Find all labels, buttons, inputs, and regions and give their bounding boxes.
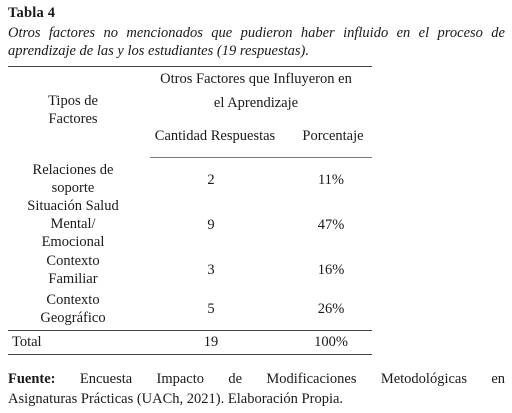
table-row-percent: 26% (317, 301, 345, 317)
total-percent: 100% (314, 334, 348, 350)
factor-line: Contexto (46, 292, 100, 308)
factor-line: Situación Salud (27, 198, 119, 214)
table-caption-line-2: aprendizaje de las y los estudiantes (19 respuestas). (8, 43, 309, 59)
header-tipos-line-2: Factores (48, 111, 98, 127)
table-row-factor (8, 291, 138, 327)
table-row-count: 9 (207, 217, 215, 233)
factor-line: Emocional (41, 234, 105, 250)
factor-line: Contexto (46, 253, 100, 269)
header-group-line-2: el Aprendizaje (213, 95, 299, 111)
factor-line: Familiar (48, 271, 98, 287)
source-line-1 (8, 369, 505, 389)
header-subgroup-rule (150, 157, 372, 158)
header-porcentaje: Porcentaje (302, 128, 364, 144)
factor-line: Mental/ (50, 216, 96, 232)
table-row-count: 2 (207, 172, 215, 188)
table-row-count: 3 (207, 262, 215, 278)
table-row-factor (8, 252, 138, 288)
table-caption (8, 24, 505, 60)
table-top-rule (8, 66, 372, 67)
table-row-percent: 16% (317, 262, 345, 278)
table-row-factor (8, 161, 138, 197)
header-group-otros-factores (140, 70, 372, 112)
factor-line: soporte (51, 180, 95, 196)
table-label: Tabla 4 (8, 5, 56, 21)
total-count: 19 (203, 334, 219, 350)
source-label: Fuente: (8, 371, 56, 387)
table-caption-line-1: Otros factores no mencionados que pudieron haber influido en el proceso de (8, 25, 505, 41)
header-tipos-de-factores (8, 92, 138, 128)
table-bottom-rule (8, 354, 372, 355)
header-group-line-1: Otros Factores que Influyeron en (160, 71, 352, 87)
total-label: Total (12, 334, 42, 350)
factor-line: Geográfico (40, 310, 106, 326)
table-row-percent: 11% (317, 172, 345, 188)
header-tipos-line-1: Tipos de (48, 93, 98, 109)
table-row-percent: 47% (317, 217, 345, 233)
source-text-line-1: Encuesta Impacto de Modificaciones Metodológicas en (79, 371, 506, 387)
header-cantidad-respuestas: Cantidad Respuestas (154, 128, 276, 144)
total-top-rule (8, 330, 372, 331)
source-text-line-2: Asignaturas Prácticas (UACh, 2021). Elaboración Propia. (8, 391, 344, 407)
factor-line: Relaciones de (32, 162, 114, 178)
source-note (8, 369, 505, 409)
table-row-count: 5 (207, 301, 215, 317)
table-row-factor (8, 197, 138, 251)
